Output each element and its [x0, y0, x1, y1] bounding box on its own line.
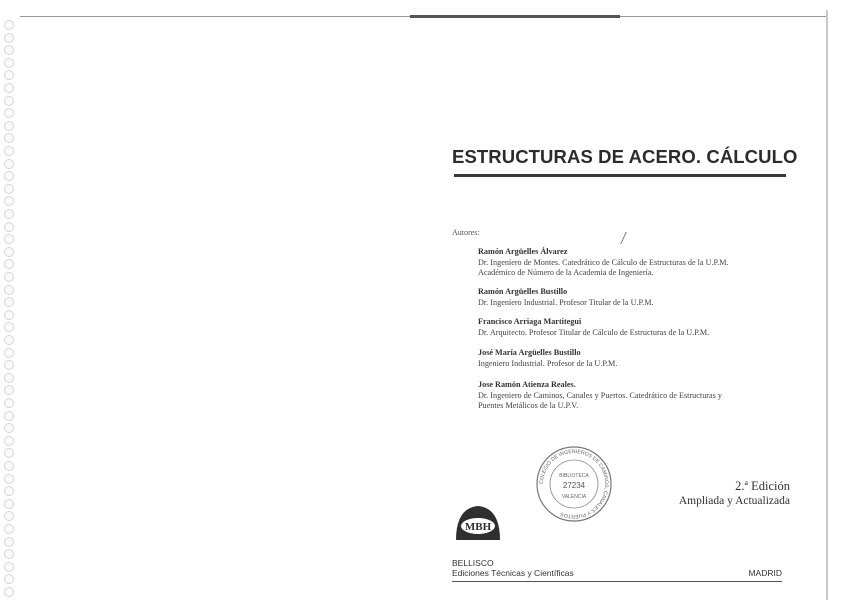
binding-hole: [4, 146, 14, 156]
binding-hole: [4, 436, 14, 446]
binding-hole: [4, 486, 14, 496]
binding-hole: [4, 398, 14, 408]
author-name: Ramón Argüelles Bustillo: [478, 287, 568, 296]
edition-block: [640, 479, 790, 509]
binding-hole: [4, 108, 14, 118]
binding-hole: [4, 196, 14, 206]
binding-hole: [4, 461, 14, 471]
logo-text: MBH: [464, 521, 492, 533]
binding-hole: [4, 33, 14, 43]
binding-hole: [4, 423, 14, 433]
binding-hole: [4, 184, 14, 194]
binding-hole: [4, 171, 14, 181]
binding-hole: [4, 499, 14, 509]
author-name: Jose Ramón Atienza Reales.: [478, 380, 576, 389]
author-credential: Dr. Ingeniero de Caminos, Canales y Puertos. Catedrático de Estructuras y: [478, 390, 722, 400]
binding-hole: [4, 562, 14, 572]
binding-hole: [4, 45, 14, 55]
publisher-name: BELLISCO: [452, 558, 494, 568]
binding-hole: [4, 247, 14, 257]
author-credential: Dr. Arquitecto. Profesor Titular de Cálculo de Estructuras de la U.P.M.: [478, 327, 710, 337]
binding-hole: [4, 20, 14, 30]
binding-hole: [4, 574, 14, 584]
binding-hole: [4, 448, 14, 458]
publisher-block: [452, 558, 574, 578]
binding-hole: [4, 537, 14, 547]
binding-hole: [4, 121, 14, 131]
binding-hole: [4, 96, 14, 106]
binding-hole: [4, 272, 14, 282]
binding-hole: [4, 285, 14, 295]
binding-hole: [4, 297, 14, 307]
edition-description: Ampliada y Actualizada: [678, 495, 790, 507]
binding-hole: [4, 549, 14, 559]
binding-hole: [4, 360, 14, 370]
publisher-subtitle: Ediciones Técnicas y Científicas: [452, 568, 574, 578]
binding-hole: [4, 234, 14, 244]
binding-hole: [4, 70, 14, 80]
author-name: José María Argüelles Bustillo: [478, 348, 581, 357]
author-credential: Dr. Ingeniero de Montes. Catedrático de Cálculo de Estructuras de la U.P.M.: [478, 257, 729, 267]
binding-hole: [4, 159, 14, 169]
book-title: ESTRUCTURAS DE ACERO. CÁLCULO: [452, 146, 798, 167]
edition-number: 2.ª Edición: [735, 479, 790, 493]
pen-mark: [620, 232, 633, 244]
author-entry: [478, 317, 798, 338]
binding-holes: [2, 20, 16, 605]
binding-hole: [4, 511, 14, 521]
binding-hole: [4, 322, 14, 332]
page-right-edge: [826, 10, 828, 600]
stamp-number: 27234: [562, 481, 586, 490]
stamp-bottom: VALENCIA: [561, 494, 587, 500]
binding-hole: [4, 259, 14, 269]
binding-hole: [4, 474, 14, 484]
binding-hole: [4, 83, 14, 93]
binding-hole: [4, 310, 14, 320]
bottom-rule: [452, 581, 782, 582]
author-credential: Ingeniero Industrial. Profesor de la U.P.M.: [478, 358, 618, 368]
binding-hole: [4, 335, 14, 345]
binding-hole: [4, 222, 14, 232]
binding-hole: [4, 348, 14, 358]
stamp-outer-text: COLEGIO DE INGENIEROS DE CAMINOS, CANALES Y PUERTOS: [538, 448, 610, 520]
stamp-inner-top: BIBLIOTECA: [559, 473, 589, 479]
binding-hole: [4, 524, 14, 534]
binding-hole: [4, 133, 14, 143]
binding-hole: [4, 411, 14, 421]
binding-hole: [4, 58, 14, 68]
author-entry: [478, 247, 798, 279]
library-stamp: [534, 444, 614, 524]
author-credential: Puentes Metálicos de la U.P.V.: [478, 401, 579, 410]
author-entry: [478, 287, 798, 308]
author-entry: [478, 380, 798, 412]
author-entry: [478, 348, 798, 369]
binding-hole: [4, 209, 14, 219]
publisher-city: MADRID: [748, 568, 782, 578]
author-name: Francisco Arriaga Martitegui: [478, 317, 582, 326]
publisher-logo: [452, 502, 504, 544]
top-rule-accent: [410, 15, 620, 18]
author-credential: Dr. Ingeniero Industrial. Profesor Titular de la U.P.M.: [478, 297, 654, 307]
authors-label: Autores:: [452, 228, 480, 237]
binding-hole: [4, 385, 14, 395]
title-underline: [454, 174, 786, 177]
binding-hole: [4, 587, 14, 597]
author-credential: Académico de Número de la Academia de Ingeniería.: [478, 268, 654, 277]
binding-hole: [4, 373, 14, 383]
author-name: Ramón Argüelles Álvarez: [478, 247, 568, 256]
